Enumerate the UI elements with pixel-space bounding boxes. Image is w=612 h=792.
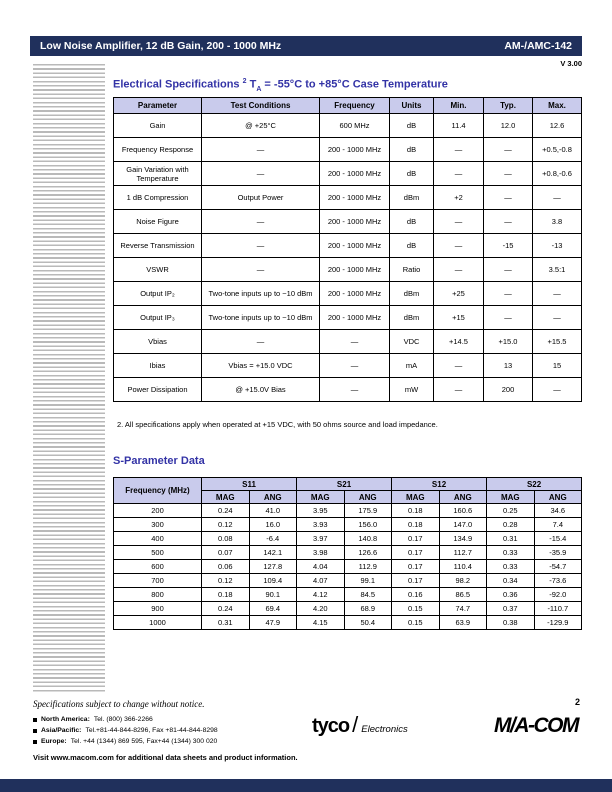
sparam-table-cell: 127.8 — [249, 560, 297, 574]
sparam-table-cell: 3.95 — [297, 504, 345, 518]
spec-table-cell: +15 — [434, 306, 484, 330]
spec-table-cell: — — [202, 162, 320, 186]
spec-table-cell: Ibias — [114, 354, 202, 378]
sparam-table-cell: 1000 — [114, 616, 202, 630]
spec-table-cell: -13 — [533, 234, 582, 258]
sparam-group-header: S21 — [297, 478, 392, 491]
spec-table-row — [114, 114, 582, 138]
sparam-table-cell: 0.15 — [392, 602, 440, 616]
sparam-table-cell: 126.6 — [344, 546, 392, 560]
spec-table-cell: — — [484, 282, 533, 306]
spec-table-cell: Two-tone inputs up to −10 dBm — [202, 282, 320, 306]
spec-table-cell: +2 — [434, 186, 484, 210]
spec-table-cell: dBm — [390, 306, 434, 330]
spec-table-cell: Vbias = +15.0 VDC — [202, 354, 320, 378]
spec-table-cell: @ +15.0V Bias — [202, 378, 320, 402]
spec-table-cell: mA — [390, 354, 434, 378]
spec-table-cell: Ratio — [390, 258, 434, 282]
spec-table-cell: Noise Figure — [114, 210, 202, 234]
contact-north-america — [33, 716, 218, 723]
sparam-table-cell: 0.25 — [487, 504, 535, 518]
spec-table-cell: — — [202, 138, 320, 162]
contact-detail: Tel. (800) 366-2266 — [93, 716, 153, 723]
spec-table-cell: — — [484, 306, 533, 330]
sparam-table-cell: 0.33 — [487, 546, 535, 560]
spec-table-cell: — — [484, 186, 533, 210]
sparam-table-cell: 0.18 — [392, 504, 440, 518]
sparam-subheader: ANG — [534, 491, 582, 504]
footnote-ref: 2 — [242, 78, 247, 85]
sparam-table-row — [114, 560, 582, 574]
tyco-slash-icon: / — [352, 712, 359, 737]
sparam-table-cell: 0.36 — [487, 588, 535, 602]
sparam-table-cell: 156.0 — [344, 518, 392, 532]
sparam-table-body — [114, 504, 582, 630]
spec-table-cell: 200 - 1000 MHz — [320, 258, 390, 282]
sparam-table-cell: 140.8 — [344, 532, 392, 546]
sparam-table-cell: 98.2 — [439, 574, 487, 588]
sparam-table-cell: 300 — [114, 518, 202, 532]
sparam-table-cell: 0.17 — [392, 574, 440, 588]
sparam-table-row — [114, 616, 582, 630]
spec-table-cell: Output Power — [202, 186, 320, 210]
spec-table-cell: dB — [390, 114, 434, 138]
sparam-table-cell: 34.6 — [534, 504, 582, 518]
spec-column-header: Min. — [434, 98, 484, 114]
spec-table-cell: 12.6 — [533, 114, 582, 138]
spec-table-cell: — — [434, 258, 484, 282]
sparam-table-cell: 112.9 — [344, 560, 392, 574]
sparameter-title: S-Parameter Data — [113, 455, 205, 467]
spec-table-cell: — — [434, 234, 484, 258]
spec-table-row — [114, 186, 582, 210]
sparam-group-header-row — [114, 478, 582, 491]
sparam-table-cell: 800 — [114, 588, 202, 602]
spec-table-cell: — — [484, 162, 533, 186]
sparam-group-header: S22 — [487, 478, 582, 491]
sparam-table-cell: 41.0 — [249, 504, 297, 518]
spec-table-cell: Vbias — [114, 330, 202, 354]
spec-table-cell: 200 - 1000 MHz — [320, 138, 390, 162]
spec-table-row — [114, 306, 582, 330]
bullet-square-icon — [33, 740, 37, 744]
sparam-group-header: S11 — [202, 478, 297, 491]
sparam-table-cell: 0.17 — [392, 560, 440, 574]
sparam-table-cell: 0.16 — [392, 588, 440, 602]
spec-table-row — [114, 234, 582, 258]
spec-table-cell: 3.8 — [533, 210, 582, 234]
sparam-table-row — [114, 504, 582, 518]
spec-table-cell: +0.5,-0.8 — [533, 138, 582, 162]
spec-table-row — [114, 330, 582, 354]
sparam-group-header: S12 — [392, 478, 487, 491]
spec-table-cell: — — [434, 138, 484, 162]
electrical-specs-table — [113, 97, 582, 402]
spec-table-cell: dB — [390, 138, 434, 162]
sparam-table-cell: 0.28 — [487, 518, 535, 532]
version-label: V 3.00 — [560, 59, 582, 68]
sparam-table-cell: 4.12 — [297, 588, 345, 602]
spec-table-row — [114, 378, 582, 402]
spec-table-cell: 1 dB Compression — [114, 186, 202, 210]
sparam-table-cell: -15.4 — [534, 532, 582, 546]
spec-table-cell: — — [533, 282, 582, 306]
sparam-table-row — [114, 588, 582, 602]
spec-table-cell: dBm — [390, 186, 434, 210]
spec-table-cell: Reverse Transmission — [114, 234, 202, 258]
sparam-table-cell: 109.4 — [249, 574, 297, 588]
sparam-table-cell: 175.9 — [344, 504, 392, 518]
spec-column-header: Frequency — [320, 98, 390, 114]
spec-table-cell: — — [434, 378, 484, 402]
sparam-table-cell: 142.1 — [249, 546, 297, 560]
sparam-table-cell: 0.18 — [202, 588, 250, 602]
spec-table-cell: — — [434, 162, 484, 186]
spec-table-cell: 12.0 — [484, 114, 533, 138]
spec-table-cell: dB — [390, 210, 434, 234]
contact-europe — [33, 738, 218, 745]
sparam-table-cell: 4.20 — [297, 602, 345, 616]
spec-table-cell: -15 — [484, 234, 533, 258]
spec-table-cell: +25 — [434, 282, 484, 306]
sparam-table-row — [114, 602, 582, 616]
spec-table-cell: 200 - 1000 MHz — [320, 210, 390, 234]
spec-table-cell: +0.8,-0.6 — [533, 162, 582, 186]
spec-table-row — [114, 282, 582, 306]
sparam-table-cell: 74.7 — [439, 602, 487, 616]
sparam-table-cell: 0.17 — [392, 546, 440, 560]
spec-table-cell: — — [533, 186, 582, 210]
spec-table-cell: mW — [390, 378, 434, 402]
contact-detail: Tel. +44 (1344) 869 595, Fax+44 (1344) 300 020 — [70, 738, 218, 745]
sparam-table-cell: -92.0 — [534, 588, 582, 602]
spec-table-cell: VSWR — [114, 258, 202, 282]
change-notice: Specifications subject to change without notice. — [33, 699, 205, 709]
title-t: T — [246, 78, 257, 91]
sparam-subheader: ANG — [249, 491, 297, 504]
spec-table-cell: — — [533, 306, 582, 330]
sparam-table-cell: 7.4 — [534, 518, 582, 532]
spec-column-header: Parameter — [114, 98, 202, 114]
frequency-column-header: Frequency (MHz) — [114, 478, 202, 504]
spec-table-row — [114, 210, 582, 234]
sparam-table-cell: -110.7 — [534, 602, 582, 616]
tyco-electronics-label: Electronics — [361, 724, 408, 735]
spec-table-cell: — — [484, 138, 533, 162]
sparam-subheader: MAG — [202, 491, 250, 504]
sparam-table-cell: 0.08 — [202, 532, 250, 546]
page-number: 2 — [574, 697, 580, 707]
spec-table-cell: 3.5:1 — [533, 258, 582, 282]
sparam-table-cell: 400 — [114, 532, 202, 546]
sparam-table-cell: -129.9 — [534, 616, 582, 630]
spec-table-cell: 13 — [484, 354, 533, 378]
sparam-table-cell: 0.07 — [202, 546, 250, 560]
spec-table-cell: Two-tone inputs up to −10 dBm — [202, 306, 320, 330]
sparam-table-cell: 16.0 — [249, 518, 297, 532]
spec-table-cell: — — [202, 330, 320, 354]
spec-table-cell: 200 - 1000 MHz — [320, 234, 390, 258]
website-note: Visit www.macom.com for additional data sheets and product information. — [33, 753, 298, 762]
part-number: AM-/AMC-142 — [504, 40, 572, 52]
spec-table-row — [114, 354, 582, 378]
contact-label: Asia/Pacific: — [41, 727, 82, 734]
spec-table-row — [114, 258, 582, 282]
sparam-table-cell: 0.12 — [202, 518, 250, 532]
spec-table-cell: 200 - 1000 MHz — [320, 282, 390, 306]
spec-table-cell: +15.5 — [533, 330, 582, 354]
spec-column-header: Typ. — [484, 98, 533, 114]
sparam-table-cell: 700 — [114, 574, 202, 588]
sparam-table-cell: 0.34 — [487, 574, 535, 588]
spec-table-cell: @ +25°C — [202, 114, 320, 138]
sparam-table-cell: 69.4 — [249, 602, 297, 616]
decorative-stripes — [33, 64, 105, 692]
sparam-table-cell: 3.98 — [297, 546, 345, 560]
sparam-table-cell: 0.24 — [202, 602, 250, 616]
sparameter-table — [113, 477, 582, 630]
title-text: Electrical Specifications — [113, 78, 243, 91]
sparam-table-cell: -6.4 — [249, 532, 297, 546]
sparam-table-cell: 0.37 — [487, 602, 535, 616]
spec-table-cell: — — [533, 378, 582, 402]
contact-label: North America: — [41, 716, 90, 723]
tyco-logo — [312, 712, 408, 738]
spec-table-cell: dBm — [390, 282, 434, 306]
spec-header-row — [114, 98, 582, 114]
spec-table-cell: dB — [390, 162, 434, 186]
sparam-table-cell: 68.9 — [344, 602, 392, 616]
spec-footnote: 2. All specifications apply when operated at +15 VDC, with 50 ohms source and load impedance. — [117, 420, 438, 429]
spec-table-cell: 15 — [533, 354, 582, 378]
sparam-table-cell: 50.4 — [344, 616, 392, 630]
sparam-table-cell: 600 — [114, 560, 202, 574]
spec-table-cell: 200 — [484, 378, 533, 402]
sparam-table-cell: -35.9 — [534, 546, 582, 560]
macom-logo: M/A-COM — [494, 714, 578, 737]
sparam-table-cell: 500 — [114, 546, 202, 560]
spec-table-cell: — — [484, 210, 533, 234]
sparam-table-cell: 0.12 — [202, 574, 250, 588]
doc-title: Low Noise Amplifier, 12 dB Gain, 200 - 1000 MHz — [40, 40, 282, 52]
sparam-table-cell: 0.17 — [392, 532, 440, 546]
sparam-table-head — [114, 478, 582, 504]
sparam-subheader: MAG — [392, 491, 440, 504]
header-bar — [30, 36, 582, 56]
contact-label: Europe: — [41, 738, 67, 745]
spec-table-head — [114, 98, 582, 114]
sparam-table-cell: -54.7 — [534, 560, 582, 574]
sparam-table-cell: 147.0 — [439, 518, 487, 532]
contact-asia-pacific — [33, 727, 218, 734]
sparam-table-cell: 4.15 — [297, 616, 345, 630]
bullet-square-icon — [33, 729, 37, 733]
sparam-table-cell: 0.31 — [202, 616, 250, 630]
sparam-table-row — [114, 532, 582, 546]
sparam-subheader: ANG — [439, 491, 487, 504]
sparam-table-row — [114, 546, 582, 560]
bullet-square-icon — [33, 718, 37, 722]
spec-table-cell: — — [202, 210, 320, 234]
sparam-table-cell: 0.38 — [487, 616, 535, 630]
sparam-table-cell: 110.4 — [439, 560, 487, 574]
sparam-table-cell: 99.1 — [344, 574, 392, 588]
sparam-table-cell: 0.33 — [487, 560, 535, 574]
sparam-table-cell: 0.24 — [202, 504, 250, 518]
spec-table-cell: — — [320, 330, 390, 354]
spec-table-cell: 200 - 1000 MHz — [320, 306, 390, 330]
sparam-table-cell: 84.5 — [344, 588, 392, 602]
spec-table-row — [114, 138, 582, 162]
sparam-table-cell: 134.9 — [439, 532, 487, 546]
spec-table-cell: — — [202, 234, 320, 258]
spec-column-header: Test Conditions — [202, 98, 320, 114]
sparam-table-cell: 0.31 — [487, 532, 535, 546]
spec-column-header: Units — [390, 98, 434, 114]
spec-table-cell: Gain — [114, 114, 202, 138]
sparam-table-cell: 86.5 — [439, 588, 487, 602]
spec-table-cell: — — [320, 354, 390, 378]
spec-table-cell: Output IP₃ — [114, 306, 202, 330]
spec-table-cell: — — [484, 258, 533, 282]
sparam-table-cell: 200 — [114, 504, 202, 518]
spec-table-cell: 200 - 1000 MHz — [320, 186, 390, 210]
title-rest: = -55°C to +85°C Case Temperature — [261, 78, 448, 91]
sparam-table-cell: 0.15 — [392, 616, 440, 630]
sparam-table-cell: 4.04 — [297, 560, 345, 574]
sparam-subheader: ANG — [344, 491, 392, 504]
spec-table-cell: Output IP₂ — [114, 282, 202, 306]
spec-table-cell: dB — [390, 234, 434, 258]
sparam-table-cell: 63.9 — [439, 616, 487, 630]
sparam-table-cell: 900 — [114, 602, 202, 616]
spec-table-cell: +15.0 — [484, 330, 533, 354]
sparam-table-cell: 0.18 — [392, 518, 440, 532]
sparam-table-cell: 0.06 — [202, 560, 250, 574]
spec-table-cell: Power Dissipation — [114, 378, 202, 402]
sparam-table-cell: 90.1 — [249, 588, 297, 602]
sparam-table-cell: 112.7 — [439, 546, 487, 560]
spec-table-cell: 600 MHz — [320, 114, 390, 138]
sparam-table-cell: 3.97 — [297, 532, 345, 546]
sparam-subheader: MAG — [297, 491, 345, 504]
spec-table-cell: — — [320, 378, 390, 402]
sparam-table-cell: 4.07 — [297, 574, 345, 588]
sparam-table-cell: 160.6 — [439, 504, 487, 518]
spec-table-cell: — — [434, 210, 484, 234]
sparam-table-cell: 3.93 — [297, 518, 345, 532]
spec-table-body — [114, 114, 582, 402]
spec-table-cell: VDC — [390, 330, 434, 354]
electrical-specs-title — [113, 78, 448, 93]
contact-list — [33, 716, 218, 749]
sparam-table-cell: 47.9 — [249, 616, 297, 630]
tyco-wordmark: tyco — [312, 715, 350, 737]
spec-table-cell: — — [434, 354, 484, 378]
spec-table-cell: Frequency Response — [114, 138, 202, 162]
spec-table-cell: 11.4 — [434, 114, 484, 138]
sparam-table-cell: -73.6 — [534, 574, 582, 588]
sparam-table-row — [114, 574, 582, 588]
contact-detail: Tel.+81-44-844-8296, Fax +81-44-844-8298 — [85, 727, 218, 734]
spec-table-cell: — — [202, 258, 320, 282]
spec-column-header: Max. — [533, 98, 582, 114]
sparam-table-row — [114, 518, 582, 532]
sparam-subheader: MAG — [487, 491, 535, 504]
bottom-bar — [0, 779, 612, 792]
spec-table-cell: 200 - 1000 MHz — [320, 162, 390, 186]
title-subscript: A — [256, 85, 262, 93]
spec-table-row — [114, 162, 582, 186]
spec-table-cell: +14.5 — [434, 330, 484, 354]
spec-table-cell: Gain Variation with Temperature — [114, 162, 202, 186]
